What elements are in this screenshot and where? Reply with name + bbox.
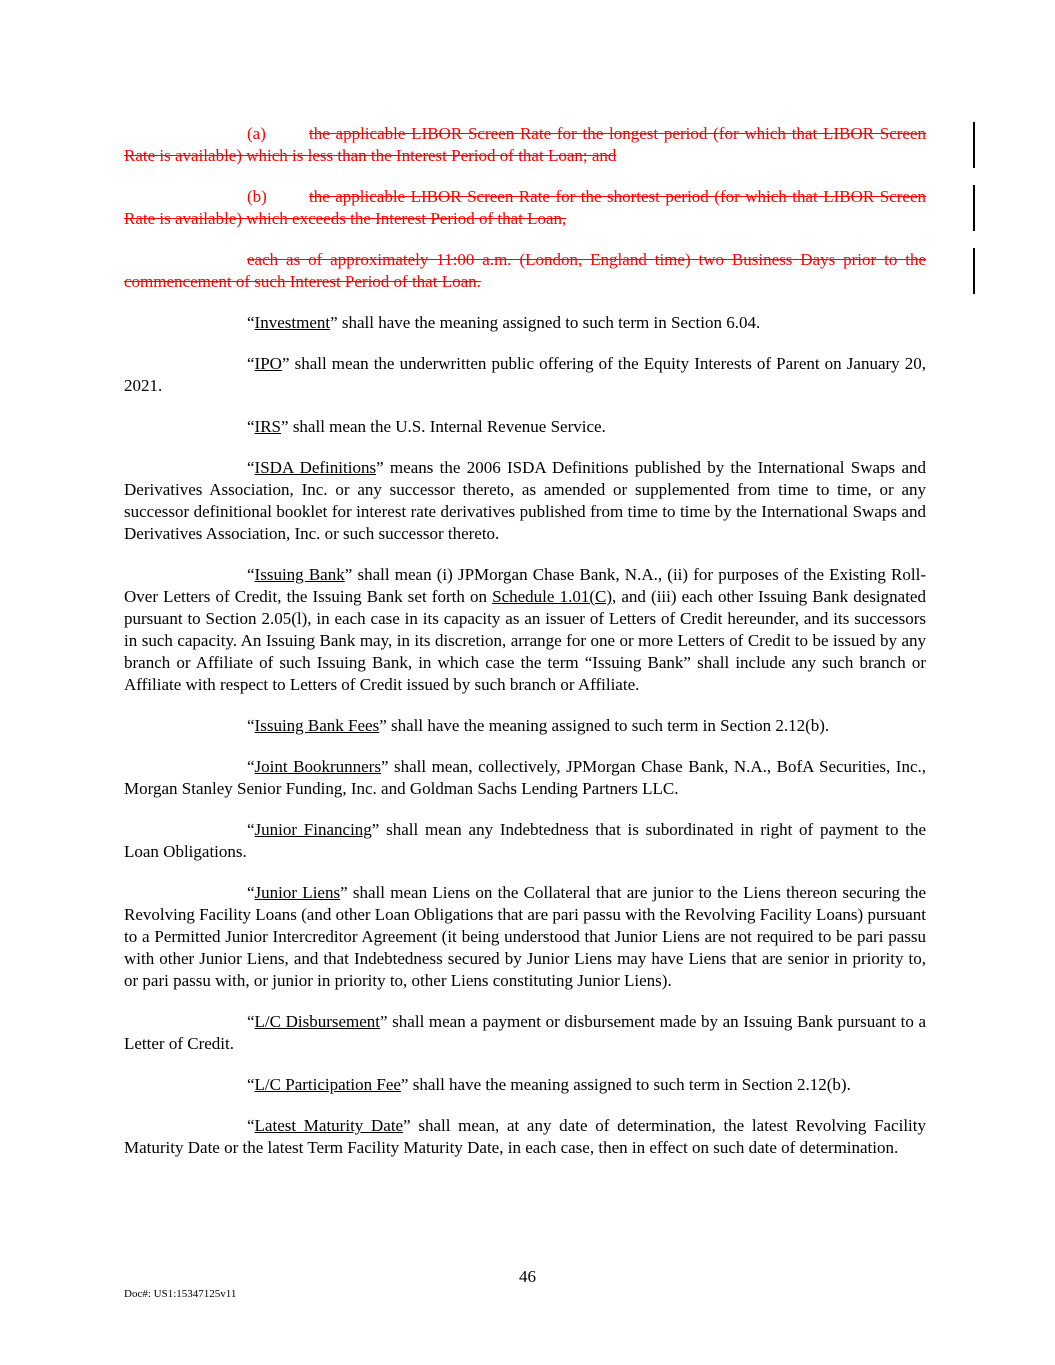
defined-term: IRS bbox=[254, 417, 282, 436]
definition-investment: “Investment” shall have the meaning assigned to such term in Section 6.04. bbox=[247, 313, 761, 332]
document-body bbox=[124, 123, 926, 1159]
definition-text: shall mean a payment or disbursement made by an Issuing Bank pursuant to a Letter of Credit. bbox=[124, 1012, 926, 1053]
definition-ipo: “IPO” shall mean the underwritten public offering of the Equity Interests of Parent on January 20, 2021. bbox=[124, 354, 926, 395]
definition-text: shall mean, at any date of determination, the latest Revolving Facility Maturity Date or the latest Term Facility Maturity Date, in each case, then in effect on such date of determination. bbox=[124, 1116, 926, 1157]
defined-term: Investment bbox=[254, 313, 331, 332]
definition-lc-participation-fee: “L/C Participation Fee” shall have the meaning assigned to such term in Section 2.12(b). bbox=[247, 1075, 851, 1094]
definition-latest-maturity-date: “Latest Maturity Date” shall mean, at any date of determination, the latest Revolving Facility Maturity Date or the latest Term Facility Maturity Date, in each case, then in effect on such date of determination. bbox=[124, 1116, 926, 1157]
definition-issuing-bank: “Issuing Bank” shall mean (i) JPMorgan Chase Bank, N.A., (ii) for purposes of the Existing Roll-Over Letters of Credit, the Issuing Bank set forth on Schedule 1.01(C), and (iii) each other Issuing Bank designated pursuant to Section 2.05(l), in each case in its capacity as an issuer of Letters of Credit hereunder, and its successors in such capacity. An Issuing Bank may, in its discretion, arrange for one or more Letters of Credit to be issued by any branch or Affiliate of such Issuing Bank, in which case the term “Issuing Bank” shall include any such branch or Affiliate with respect to Letters of Credit issued by such branch or Affiliate. bbox=[124, 565, 926, 694]
deleted-item-a-text: the applicable LIBOR Screen Rate for the longest period (for which that LIBOR Screen Rate is available) which is less than the Interest Period of that Loan; and bbox=[124, 124, 926, 165]
defined-term: L/C Participation Fee bbox=[254, 1075, 401, 1094]
definition-text: shall have the meaning assigned to such term in Section 6.04. bbox=[337, 313, 761, 332]
definition-text-continued: , and (iii) each other Issuing Bank designated pursuant to Section 2.05(l), in each case in its capacity as an issuer of Letters of Credit hereunder, and its successors in such capacity. An Issuing Bank may, in its discretion, arrange for one or more Letters of Credit to be issued by any branch or Affiliate of such Issuing Bank, in which case the term “Issuing Bank” shall include any such branch or Affiliate with respect to Letters of Credit issued by such branch or Affiliate. bbox=[124, 587, 926, 694]
deleted-item-b-marker: (b) bbox=[247, 187, 267, 206]
definition-issuing-bank-fees: “Issuing Bank Fees” shall have the meaning assigned to such term in Section 2.12(b). bbox=[247, 716, 830, 735]
definition-text: shall mean any Indebtedness that is subordinated in right of payment to the Loan Obligations. bbox=[124, 820, 926, 861]
defined-term: Junior Liens bbox=[254, 883, 341, 902]
defined-term: Joint Bookrunners bbox=[254, 757, 381, 776]
definition-isda-definitions: “ISDA Definitions” means the 2006 ISDA Definitions published by the International Swaps and Derivatives Association, Inc. or any successor thereto, as amended or supplemented from time to time, or any successor definitional booklet for interest rate derivatives published from time to time by the International Swaps and Derivatives Association, Inc. or such successor thereto. bbox=[124, 458, 926, 543]
definition-text: shall have the meaning assigned to such term in Section 2.12(b). bbox=[408, 1075, 851, 1094]
definition-junior-liens: “Junior Liens” shall mean Liens on the Collateral that are junior to the Liens thereon securing the Revolving Facility Loans (and other Loan Obligations that are pari passu with the Revolving Facility Loans) pursuant to a Permitted Junior Intercreditor Agreement (it being understood that Junior Liens are not required to be pari passu with other Junior Liens, and that Indebtedness secured by Junior Liens may have Liens that are senior in priority to, or pari passu with, or junior in priority to, other Liens constituting Junior Liens). bbox=[124, 883, 926, 990]
defined-term: Issuing Bank bbox=[254, 565, 345, 584]
page-number: 46 bbox=[519, 1267, 536, 1286]
deleted-item-a-marker: (a) bbox=[247, 124, 266, 143]
change-bar bbox=[973, 122, 975, 168]
deleted-closing-text: each as of approximately 11:00 a.m. (London, England time) two Business Days prior to the commencement of such Interest Period of that Loan. bbox=[124, 250, 926, 291]
change-bar bbox=[973, 185, 975, 231]
definition-text: shall mean (i) JPMorgan Chase Bank, N.A., (ii) for purposes of the Existing Roll-Over Letters of Credit, the Issuing Bank set forth on bbox=[124, 565, 926, 606]
change-bar bbox=[973, 248, 975, 294]
definition-text: shall mean Liens on the Collateral that are junior to the Liens thereon securing the Revolving Facility Loans (and other Loan Obligations that are pari passu with the Revolving Facility Loans) pursuant to a Permitted Junior Intercreditor Agreement (it being understood that Junior Liens are not required to be pari passu with other Junior Liens, and that Indebtedness secured by Junior Liens may have Liens that are senior in priority to, or pari passu with, or junior in priority to, other Liens constituting Junior Liens). bbox=[124, 883, 926, 990]
definition-text: shall mean the underwritten public offering of the Equity Interests of Parent on January 20, 2021. bbox=[124, 354, 926, 395]
defined-term: Issuing Bank Fees bbox=[254, 716, 380, 735]
definition-text: means the 2006 ISDA Definitions published by the International Swaps and Derivatives Association, Inc. or any successor thereto, as amended or supplemented from time to time, or any successor definitional booklet for interest rate derivatives published from time to time by the International Swaps and Derivatives Association, Inc. or such successor thereto. bbox=[124, 458, 926, 543]
defined-term: IPO bbox=[254, 354, 282, 373]
defined-term: Latest Maturity Date bbox=[254, 1116, 404, 1135]
definition-text: shall mean the U.S. Internal Revenue Service. bbox=[288, 417, 606, 436]
definition-text: shall have the meaning assigned to such term in Section 2.12(b). bbox=[386, 716, 830, 735]
schedule-reference: Schedule 1.01(C) bbox=[492, 587, 612, 606]
defined-term: Junior Financing bbox=[254, 820, 372, 839]
deleted-item-a bbox=[124, 123, 926, 167]
document-id-footer: Doc#: US1:15347125v11 bbox=[124, 1288, 237, 1300]
deleted-item-b-text: the applicable LIBOR Screen Rate for the shortest period (for which that LIBOR Screen Rate is available) which exceeds the Interest Period of that Loan, bbox=[124, 187, 926, 228]
defined-term: L/C Disbursement bbox=[254, 1012, 381, 1031]
definition-irs: “IRS” shall mean the U.S. Internal Revenue Service. bbox=[247, 417, 606, 436]
deleted-item-b bbox=[124, 186, 926, 230]
deleted-closing-paragraph bbox=[124, 249, 926, 293]
definition-junior-financing: “Junior Financing” shall mean any Indebtedness that is subordinated in right of payment to the Loan Obligations. bbox=[124, 820, 926, 861]
definition-text: shall mean, collectively, JPMorgan Chase Bank, N.A., BofA Securities, Inc., Morgan Stanley Senior Funding, Inc. and Goldman Sachs Lending Partners LLC. bbox=[124, 757, 926, 798]
definition-joint-bookrunners: “Joint Bookrunners” shall mean, collectively, JPMorgan Chase Bank, N.A., BofA Securities, Inc., Morgan Stanley Senior Funding, Inc. and Goldman Sachs Lending Partners LLC. bbox=[124, 757, 926, 798]
defined-term: ISDA Definitions bbox=[254, 458, 377, 477]
definition-lc-disbursement: “L/C Disbursement” shall mean a payment or disbursement made by an Issuing Bank pursuant to a Letter of Credit. bbox=[124, 1012, 926, 1053]
